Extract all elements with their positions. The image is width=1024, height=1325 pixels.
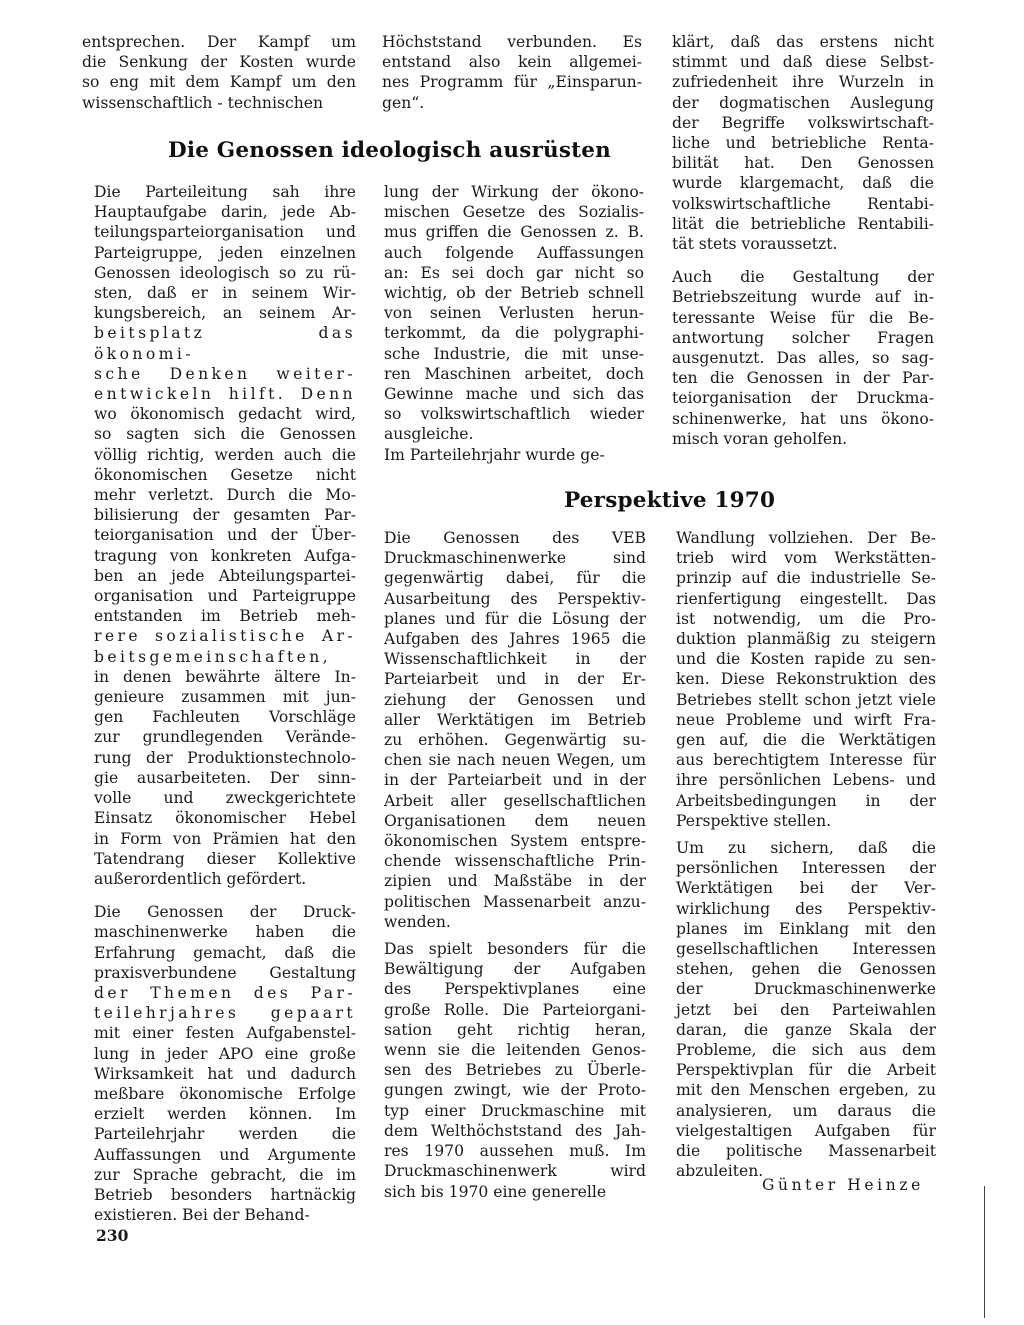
section2-col-3 bbox=[676, 528, 936, 1182]
paragraph bbox=[94, 902, 356, 1225]
text-line: sation geht richtig heran, bbox=[384, 1020, 646, 1039]
text-line: chende wissenschaftliche Prin- bbox=[384, 852, 646, 871]
text-line: ziehung der Genossen und bbox=[384, 690, 646, 709]
text-line: ren Maschinen arbeitet, doch bbox=[384, 364, 644, 383]
text-line: auch folgende Auffassungen bbox=[384, 243, 644, 262]
text-line: der Druckmaschinenwerke bbox=[676, 980, 936, 999]
text-line: zipien und Maßstäbe in der bbox=[384, 872, 646, 891]
text-line: zur Sprache gebracht, die im bbox=[94, 1165, 356, 1184]
text-line: ten die Genossen in der Par- bbox=[672, 369, 934, 388]
text-line: wurde klargemacht, daß die bbox=[672, 174, 934, 193]
text-line: gungen zwingt, wie der Proto- bbox=[384, 1081, 646, 1100]
top-col-3 bbox=[672, 32, 934, 449]
text-line: in Form von Prämien hat den bbox=[94, 829, 356, 848]
text-line: klärt, daß das erstens nicht bbox=[672, 33, 934, 51]
text-line: jetzt bei den Parteiwahlen bbox=[676, 1000, 936, 1019]
text-line: Gewinne mache und sich das bbox=[384, 385, 644, 404]
text-line: typ einer Druckmaschine mit bbox=[384, 1101, 646, 1120]
text-line: die Senkung der Kosten wurde bbox=[82, 53, 356, 72]
paragraph bbox=[672, 267, 934, 449]
text-line: daran, die ganze Skala der bbox=[676, 1020, 936, 1039]
text-line: Auffassungen und Argumente bbox=[94, 1145, 356, 1164]
text-line: die politische Massenarbeit bbox=[676, 1142, 936, 1161]
text-line: ist notwendig, um die Pro- bbox=[676, 609, 936, 628]
text-line: entstanden im Betrieb meh- bbox=[94, 607, 356, 626]
text-line: gegenwärtig dabei, für die bbox=[384, 569, 646, 588]
text-line: Druckmaschinenwerk wird bbox=[384, 1162, 646, 1181]
text-line: trieb wird vom Werkstätten- bbox=[676, 549, 936, 568]
text-line: Organisationen dem neuen bbox=[384, 811, 646, 830]
text-line: wo ökonomisch gedacht wird, bbox=[94, 405, 356, 424]
text-line: wenden. bbox=[384, 912, 451, 931]
page-number: 230 bbox=[96, 1226, 129, 1245]
text-line: beitsgemeinschaften, bbox=[94, 647, 332, 666]
text-line: teiorganisation der Druckma- bbox=[672, 389, 934, 408]
paragraph bbox=[382, 32, 642, 113]
text-line: praxisverbundene Gestaltung bbox=[94, 963, 356, 982]
text-line: rung der Produktionstechnolo- bbox=[94, 748, 356, 767]
text-line: zufriedenheit ihre Wurzeln in bbox=[672, 73, 934, 92]
text-line: analysieren, um daraus die bbox=[676, 1101, 936, 1120]
text-line: persönlichen Interessen der bbox=[676, 859, 936, 878]
text-line: völlig richtig, werden auch die bbox=[94, 445, 356, 464]
text-line: sich bis 1970 eine generelle bbox=[384, 1182, 607, 1201]
text-line: Betriebszeitung wurde auf in- bbox=[672, 288, 934, 307]
text-line: ben an jede Abteilungspartei- bbox=[94, 566, 356, 585]
text-line: dem Welthöchststand des Jah- bbox=[384, 1121, 646, 1140]
text-line: mus griffen die Genossen z. B. bbox=[384, 223, 644, 242]
text-line: neue Probleme und wirft Fra- bbox=[676, 710, 936, 729]
text-line: sche Industrie, die mit unse- bbox=[384, 344, 644, 363]
text-line: meßbare ökonomische Erfolge bbox=[94, 1084, 356, 1103]
text-line: vielgestaltigen Aufgaben für bbox=[676, 1121, 936, 1140]
text-line: wirklichung des Perspektiv- bbox=[676, 899, 936, 918]
top-col-1 bbox=[82, 32, 356, 113]
text-line: der dogmatischen Auslegung bbox=[672, 93, 934, 112]
text-line: mit den Menschen ergeben, zu bbox=[676, 1081, 936, 1100]
section1-col-1 bbox=[94, 182, 356, 1225]
text-line: bilisierung der gesamten Par- bbox=[94, 506, 356, 525]
text-line: Um zu sichern, daß die bbox=[676, 839, 936, 858]
text-line: aus berechtigtem Interesse für bbox=[676, 751, 936, 770]
text-line: rienfertigung eingestellt. Das bbox=[676, 589, 936, 608]
text-line: Wissenschaftlichkeit in der bbox=[384, 650, 646, 669]
text-line: rere sozialistische Ar- bbox=[94, 627, 356, 646]
text-line: ihre persönlichen Lebens- und bbox=[676, 771, 936, 790]
text-line: erzielt werden können. Im bbox=[94, 1105, 356, 1124]
text-line: Werktätigen bei der Ver- bbox=[676, 879, 936, 898]
text-line: ken. Diese Rekonstruktion des bbox=[676, 670, 936, 689]
text-line: politischen Massenarbeit anzu- bbox=[384, 892, 646, 911]
text-line: terkommt, da die polygraphi- bbox=[384, 324, 644, 343]
text-line: Parteiarbeit und in der Er- bbox=[384, 670, 646, 689]
text-line: mischen Gesetze des Sozialis- bbox=[384, 203, 644, 222]
text-line: bilität hat. Den Genossen bbox=[672, 154, 934, 173]
text-line: teilungsparteiorganisation und bbox=[94, 223, 356, 242]
text-line: volkswirtschaftliche Rentabi- bbox=[672, 194, 934, 213]
text-line: sen des Betriebes zu Überle- bbox=[384, 1061, 646, 1080]
text-line: Bewältigung der Aufgaben bbox=[384, 960, 646, 979]
section1-col-2 bbox=[384, 182, 644, 465]
text-line: organisation und Parteigruppe bbox=[94, 587, 356, 606]
text-line: so eng mit dem Kampf um den bbox=[82, 73, 356, 92]
text-line: kungsbereich, an seinem Ar- bbox=[94, 304, 356, 323]
text-line: ökonomischen System entspre- bbox=[384, 832, 646, 851]
text-line: Ausarbeitung des Perspektiv- bbox=[384, 589, 646, 608]
text-line: Wirksamkeit hat und dadurch bbox=[94, 1064, 356, 1083]
text-line: res 1970 aussehen muß. Im bbox=[384, 1142, 646, 1161]
text-line: der Begriffe volkswirtschaft- bbox=[672, 113, 934, 132]
text-line: gen“. bbox=[382, 93, 425, 112]
text-line: große Rolle. Die Parteiorgani- bbox=[384, 1000, 646, 1019]
paragraph bbox=[676, 528, 936, 831]
text-line: so sagten sich die Genossen bbox=[94, 425, 356, 444]
text-line: genieure zusammen mit jun- bbox=[94, 688, 356, 707]
text-line: chen sie nach neuen Wegen, um bbox=[384, 751, 646, 770]
text-line: tragung von konkreten Aufga- bbox=[94, 546, 356, 565]
text-line: der Themen des Par- bbox=[94, 983, 356, 1002]
text-line: duktion planmäßig zu steigern bbox=[676, 630, 936, 649]
text-line: Das spielt besonders für die bbox=[384, 940, 646, 959]
text-line: Betrieb besonders hartnäckig bbox=[94, 1185, 356, 1204]
paragraph bbox=[384, 182, 644, 465]
text-line: mehr verletzt. Durch die Mo- bbox=[94, 486, 356, 505]
paragraph bbox=[672, 32, 934, 254]
text-line: Höchststand verbunden. Es bbox=[382, 33, 642, 51]
text-line: lung der Wirkung der ökono- bbox=[384, 183, 644, 201]
text-line: Parteilehrjahr werden die bbox=[94, 1125, 356, 1144]
paragraph bbox=[94, 182, 356, 889]
text-line: des Perspektivplanes eine bbox=[384, 980, 646, 999]
text-line: teilehrjahres gepaart bbox=[94, 1004, 356, 1023]
text-line: antwortung solcher Fragen bbox=[672, 328, 934, 347]
text-line: von seinen Verlusten herun- bbox=[384, 304, 644, 323]
text-line: ausgleiche. bbox=[384, 425, 474, 444]
text-line: teiorganisation und der Über- bbox=[94, 526, 356, 545]
text-line: gesellschaftlichen Interessen bbox=[676, 940, 936, 959]
text-line: liche und betriebliche Renta- bbox=[672, 134, 934, 153]
text-line: gen auf, die die Werktätigen bbox=[676, 731, 936, 750]
text-line: Betriebes stellt schon jetzt viele bbox=[676, 690, 936, 709]
text-line: Die Genossen des VEB bbox=[384, 529, 646, 547]
text-line: schinenwerke, hat uns ökono- bbox=[672, 409, 934, 428]
text-line: gie ausarbeiteten. Der sinn- bbox=[94, 768, 356, 787]
text-line: prinzip auf die industrielle Se- bbox=[676, 569, 936, 588]
text-line: volle und zweckgerichtete bbox=[94, 789, 356, 808]
text-line: aller Werktätigen im Betrieb bbox=[384, 710, 646, 729]
text-line: Wandlung vollziehen. Der Be- bbox=[676, 529, 936, 547]
text-line: zur grundlegenden Verände- bbox=[94, 728, 356, 747]
text-line: tät stets voraussetzt. bbox=[672, 235, 838, 254]
margin-rule bbox=[984, 1186, 985, 1318]
text-line: gen Fachleuten Vorschläge bbox=[94, 708, 356, 727]
text-line: Probleme, die sich aus dem bbox=[676, 1041, 936, 1060]
section-heading: Perspektive 1970 bbox=[564, 488, 776, 513]
text-line: Arbeit aller gesellschaftlichen bbox=[384, 791, 646, 810]
text-line: wissenschaftlich - technischen bbox=[82, 93, 324, 112]
text-line: planes im Einklang mit den bbox=[676, 919, 936, 938]
text-line: Im Parteilehrjahr wurde ge- bbox=[384, 445, 605, 464]
text-line: Hauptaufgabe darin, jede Ab- bbox=[94, 203, 356, 222]
text-line: Arbeitsbedingungen in der bbox=[676, 791, 936, 810]
text-line: existieren. Bei der Behand- bbox=[94, 1206, 310, 1225]
text-line: wenn sie die leitenden Genos- bbox=[384, 1041, 646, 1060]
text-line: lität die betriebliche Rentabili- bbox=[672, 214, 934, 233]
text-line: in der Parteiarbeit und in der bbox=[384, 771, 646, 790]
text-line: Tatendrang dieser Kollektive bbox=[94, 849, 356, 868]
text-line: ausgenutzt. Das alles, so sag- bbox=[672, 349, 934, 368]
text-line: planes und für die Lösung der bbox=[384, 609, 646, 628]
paragraph bbox=[676, 838, 936, 1181]
text-line: wichtig, ob der Betrieb schnell bbox=[384, 284, 644, 303]
text-line: Die Parteileitung sah ihre bbox=[94, 183, 356, 201]
text-line: Druckmaschinenwerke sind bbox=[384, 549, 646, 568]
text-line: Einsatz ökonomischer Hebel bbox=[94, 809, 356, 828]
section2-col-2 bbox=[384, 528, 646, 1202]
text-line: nes Programm für „Einsparun- bbox=[382, 73, 642, 92]
author-signature: Günter Heinze bbox=[762, 1176, 924, 1194]
paragraph bbox=[82, 32, 356, 113]
text-line: mit einer festen Aufgabenstel- bbox=[94, 1024, 356, 1043]
text-line: Parteigruppe, jeden einzelnen bbox=[94, 243, 356, 262]
text-line: sten, daß er in seinem Wir- bbox=[94, 284, 356, 303]
paragraph bbox=[384, 939, 646, 1202]
text-line: Erfahrung gemacht, daß die bbox=[94, 943, 356, 962]
text-line: beitsplatz das ökonomi- bbox=[94, 324, 356, 363]
text-line: stehen, gehen die Genossen bbox=[676, 960, 936, 979]
text-line: misch voran geholfen. bbox=[672, 429, 848, 448]
text-line: entsprechen. Der Kampf um bbox=[82, 33, 356, 51]
text-line: stimmt und daß diese Selbst- bbox=[672, 53, 934, 72]
text-line: ökonomischen Gesetze nicht bbox=[94, 465, 356, 484]
text-line: Aufgaben des Jahres 1965 die bbox=[384, 630, 646, 649]
text-line: an: Es sei doch gar nicht so bbox=[384, 263, 644, 282]
text-line: und die Kosten rapide zu sen- bbox=[676, 650, 936, 669]
text-line: in denen bewährte ältere In- bbox=[94, 667, 356, 686]
text-line: Auch die Gestaltung der bbox=[672, 268, 934, 287]
paragraph bbox=[384, 528, 646, 932]
text-line: außerordentlich gefördert. bbox=[94, 869, 307, 888]
top-col-2 bbox=[382, 32, 642, 113]
text-line: so volkswirtschaftlich wieder bbox=[384, 405, 644, 424]
text-line: entstand also kein allgemei- bbox=[382, 53, 642, 72]
text-line: Die Genossen der Druck- bbox=[94, 903, 356, 922]
text-line: zu erhöhen. Gegenwärtig su- bbox=[384, 731, 646, 750]
text-line: entwickeln hilft. Denn bbox=[94, 385, 356, 404]
text-line: lung in jeder APO eine große bbox=[94, 1044, 356, 1063]
text-line: teressante Weise für die Be- bbox=[672, 308, 934, 327]
text-line: Perspektivplan für die Arbeit bbox=[676, 1061, 936, 1080]
text-line: maschinenwerke haben die bbox=[94, 923, 356, 942]
text-line: Genossen ideologisch so zu rü- bbox=[94, 263, 356, 282]
text-line: sche Denken weiter- bbox=[94, 364, 356, 383]
section-heading: Die Genossen ideologisch ausrüsten bbox=[168, 138, 612, 163]
text-line: abzuleiten. bbox=[676, 1162, 764, 1181]
text-line: Perspektive stellen. bbox=[676, 811, 832, 830]
